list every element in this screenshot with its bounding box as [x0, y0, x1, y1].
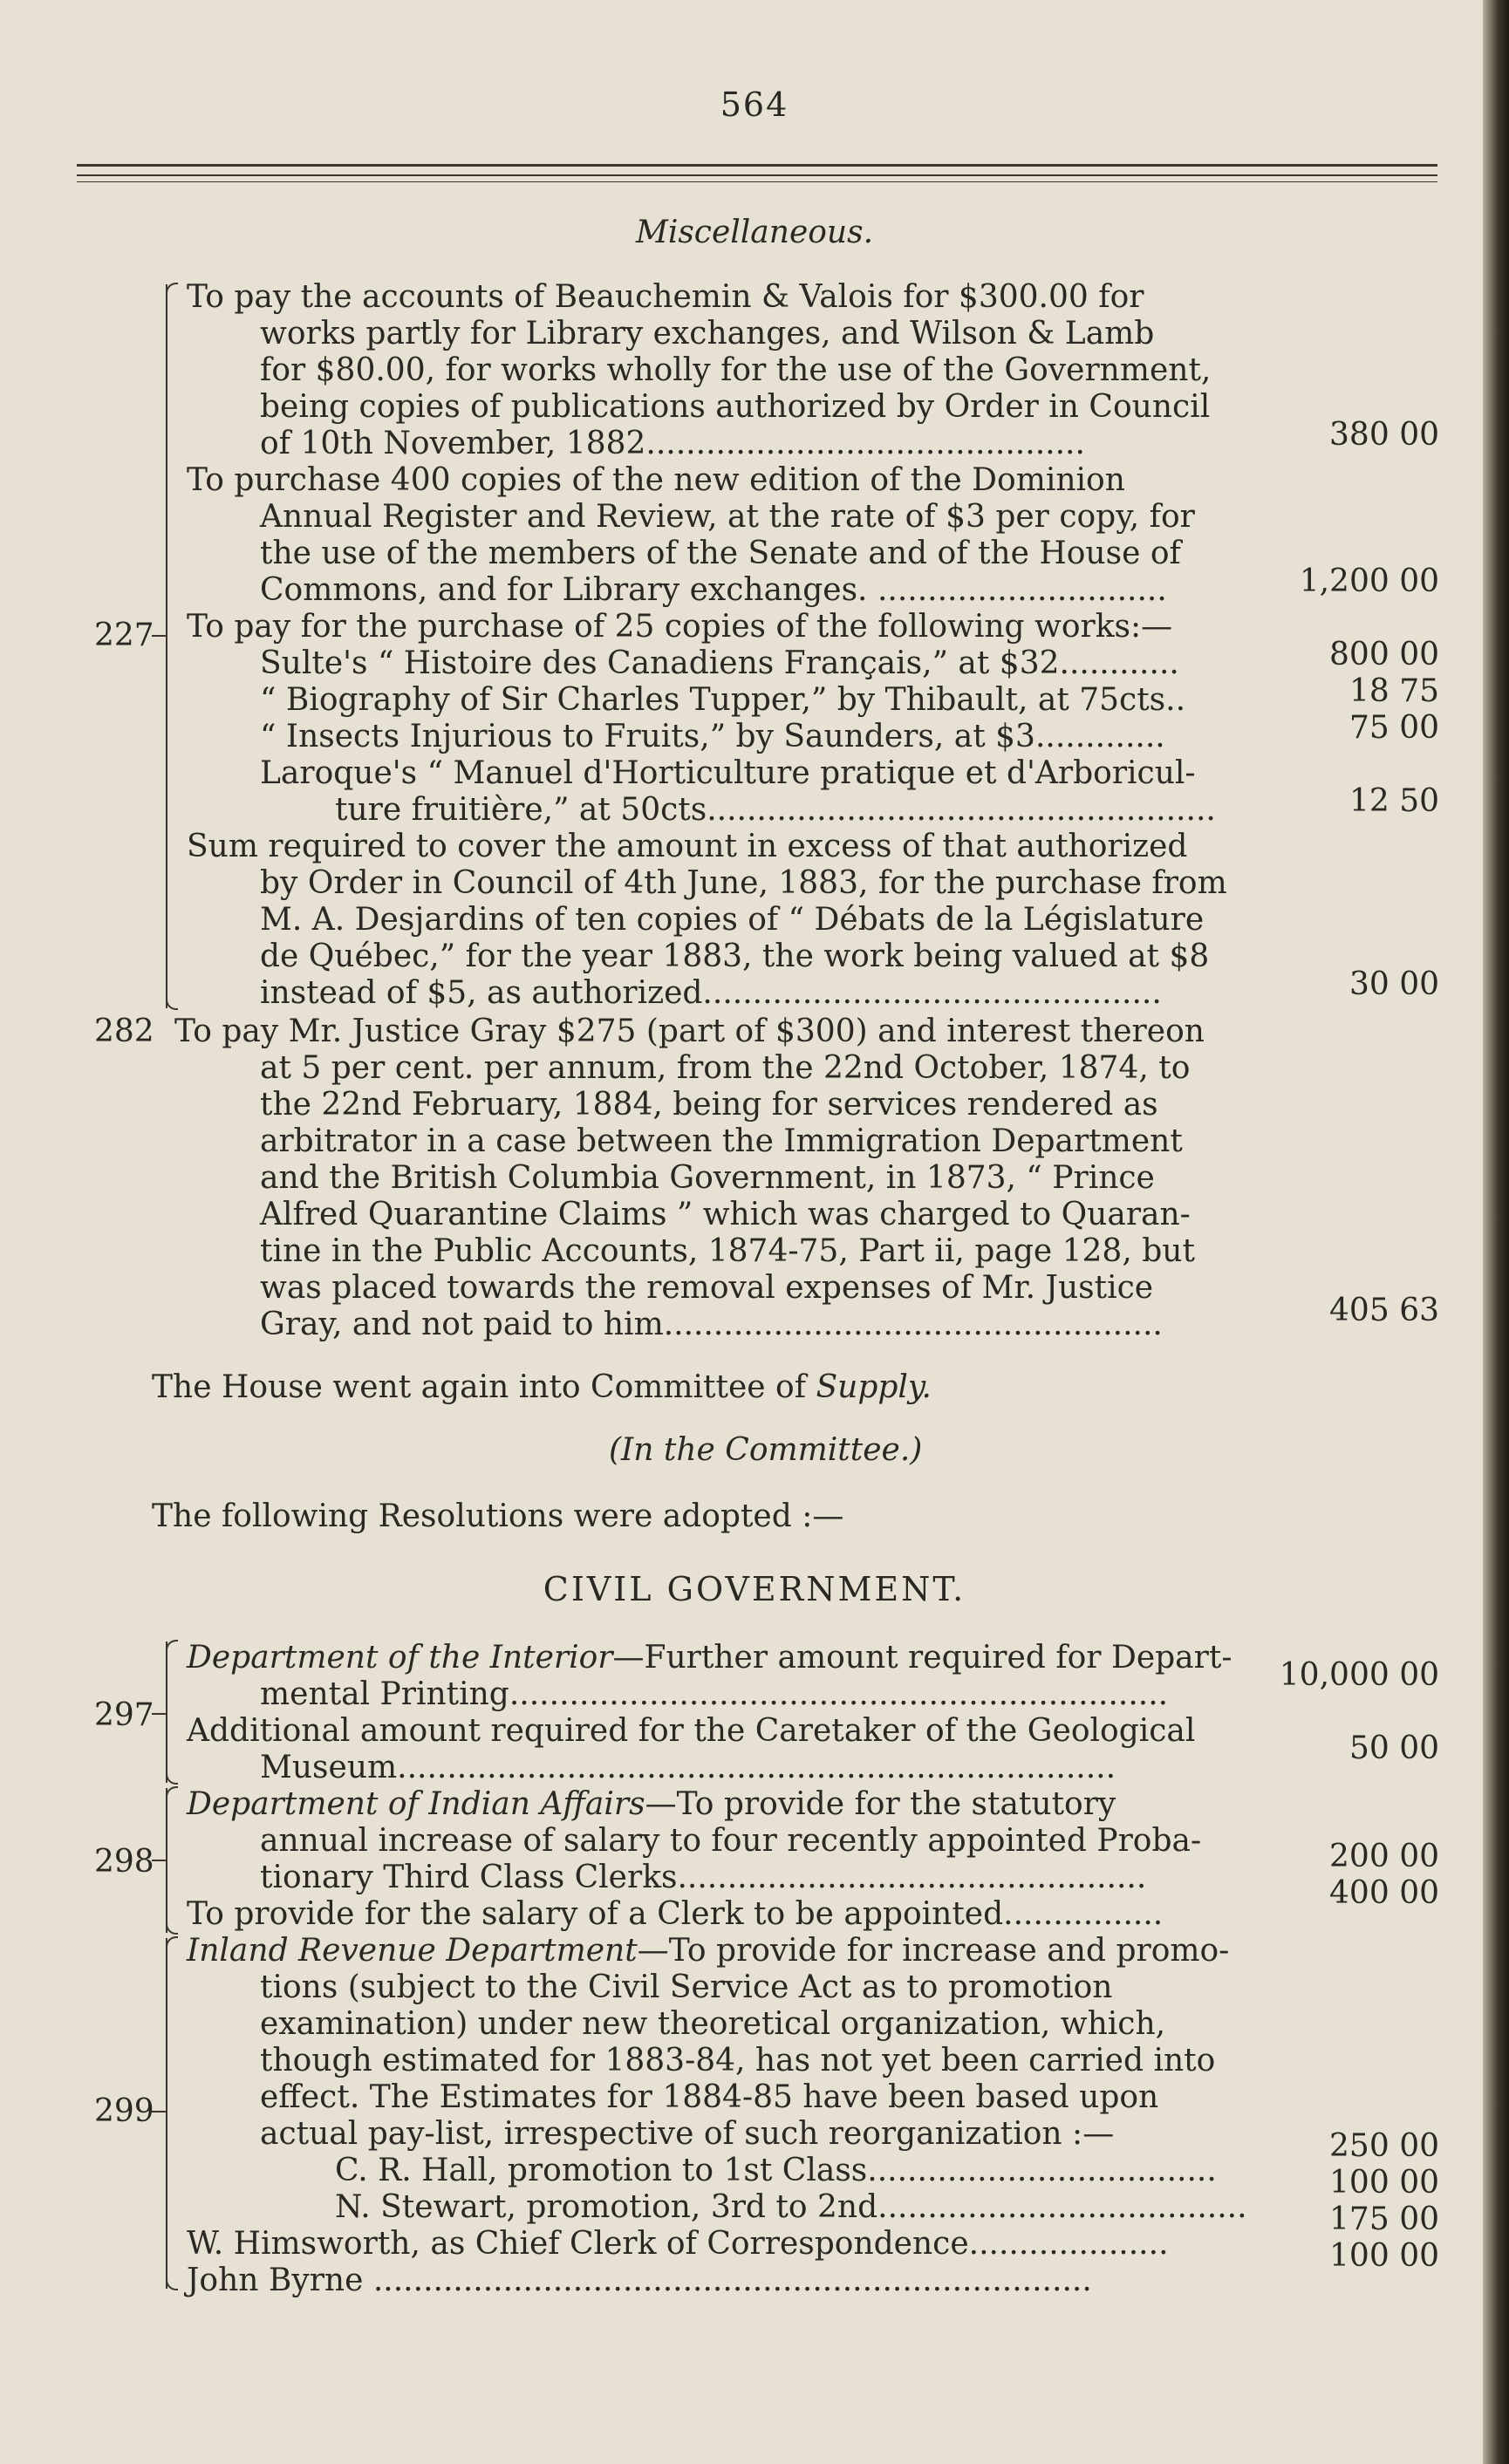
text-line: “ Biography of Sir Charles Tupper,” by Thibault, at 75cts.. [260, 682, 1186, 718]
amount: 405 63 [1329, 1293, 1439, 1328]
text-line: Gray, and not paid to him.................................................. [260, 1307, 1163, 1342]
text-line: mental Printing.................................................................. [260, 1676, 1169, 1712]
brace-298 [166, 1788, 167, 1933]
text-line: de Québec,” for the year 1883, the work being valued at $8 [260, 939, 1210, 974]
amount: 400 00 [1329, 1875, 1439, 1911]
text-line: tions (subject to the Civil Service Act as to promotion [260, 1969, 1113, 2005]
header-rule [77, 174, 1437, 176]
text-line: M. A. Desjardins of ten copies of “ Débats de la Législature [260, 902, 1205, 938]
amount: 380 00 [1329, 417, 1439, 453]
amount: 200 00 [1329, 1839, 1439, 1874]
text-line: tionary Third Class Clerks............................................... [260, 1860, 1147, 1895]
section-heading-miscellaneous: Miscellaneous. [635, 215, 874, 250]
section-heading-civil-government: CIVIL GOVERNMENT. [543, 1570, 966, 1608]
committee-line: The House went again into Committee of Supply. [152, 1369, 932, 1405]
text-line: though estimated for 1883-84, has not yet been carried into [260, 2043, 1216, 2078]
text-line: To purchase 400 copies of the new edition of the Dominion [187, 462, 1125, 498]
text-line: by Order in Council of 4th June, 1883, for the purchase from [260, 865, 1227, 901]
text-line: was placed towards the removal expenses of Mr. Justice [260, 1270, 1154, 1306]
text-line: Inland Revenue Department—To provide for increase and promo- [187, 1933, 1230, 1969]
text-line: Sum required to cover the amount in excess of that authorized [187, 829, 1188, 864]
amount: 12 50 [1349, 783, 1439, 819]
text-line: N. Stewart, promotion, 3rd to 2nd..................................... [335, 2189, 1247, 2225]
text-line: W. Himsworth, as Chief Clerk of Correspondence.................... [187, 2226, 1169, 2262]
text-line: Department of Indian Affairs—To provide for the statutory [187, 1786, 1116, 1822]
text-line: Museum........................................................................ [260, 1750, 1116, 1785]
text-line: for $80.00, for works wholly for the use of the Government, [260, 352, 1212, 388]
text-line: at 5 per cent. per annum, from the 22nd October, 1874, to [260, 1050, 1191, 1086]
text-line: Sulte's “ Histoire des Canadiens Français,” at $32............ [260, 645, 1179, 681]
text-line: works partly for Library exchanges, and Wilson & Lamb [260, 316, 1155, 352]
amount: 50 00 [1349, 1730, 1439, 1766]
amount: 10,000 00 [1279, 1657, 1439, 1693]
text-line: To pay for the purchase of 25 copies of the following works:— [187, 609, 1173, 645]
brace-227 [166, 284, 167, 1008]
item-number: 227 [94, 618, 154, 653]
text-line: the 22nd February, 1884, being for services rendered as [260, 1087, 1158, 1123]
amount: 175 00 [1329, 2201, 1439, 2237]
text-line: To pay the accounts of Beauchemin & Valois for $300.00 for [187, 279, 1144, 315]
text-line: Department of the Interior—Further amount required for Depart- [187, 1640, 1232, 1676]
text-line: “ Insects Injurious to Fruits,” by Saunders, at $3............. [260, 719, 1165, 754]
text-line: To pay Mr. Justice Gray $275 (part of $300) and interest thereon [174, 1014, 1205, 1049]
header-rule [77, 181, 1437, 182]
text-line: examination) under new theoretical organization, which, [260, 2006, 1166, 2042]
text-line: Commons, and for Library exchanges. ............................. [260, 572, 1167, 608]
text-line: arbitrator in a case between the Immigration Department [260, 1123, 1183, 1159]
text-line: Additional amount required for the Caretaker of the Geological [187, 1713, 1196, 1749]
brace-297 [166, 1642, 167, 1783]
brace-299 [166, 1938, 167, 2289]
amount: 100 00 [1329, 2238, 1439, 2274]
amount: 18 75 [1349, 673, 1439, 709]
text-line: being copies of publications authorized by Order in Council [260, 389, 1211, 425]
item-number: 298 [94, 1844, 154, 1880]
text-line: John Byrne ........................................................................ [187, 2263, 1092, 2298]
text-line: the use of the members of the Senate and of the House of [260, 536, 1181, 571]
text-line: and the British Columbia Government, in 1873, “ Prince [260, 1160, 1155, 1196]
text-line: tine in the Public Accounts, 1874-75, Part ii, page 128, but [260, 1233, 1195, 1269]
amount: 100 00 [1329, 2165, 1439, 2201]
text-line: C. R. Hall, promotion to 1st Class................................... [335, 2153, 1217, 2188]
in-committee-note: (In the Committee.) [609, 1432, 923, 1468]
resolutions-line: The following Resolutions were adopted :— [152, 1498, 844, 1534]
amount: 1,200 00 [1299, 563, 1439, 599]
amount: 75 00 [1349, 710, 1439, 746]
amount: 250 00 [1329, 2128, 1439, 2164]
book-spine-edge [1483, 0, 1509, 2464]
page-number: 564 [720, 85, 789, 124]
header-rule [77, 164, 1437, 167]
text-line: actual pay-list, irrespective of such reorganization :— [260, 2116, 1115, 2152]
item-number: 299 [94, 2093, 154, 2129]
text-line: Alfred Quarantine Claims ” which was charged to Quaran- [260, 1197, 1191, 1232]
text-line: To provide for the salary of a Clerk to be appointed................ [187, 1896, 1164, 1932]
text-line: ture fruitière,” at 50cts................................................... [335, 792, 1216, 828]
text-line: instead of $5, as authorized.............................................. [260, 975, 1162, 1011]
text-line: Annual Register and Review, at the rate of $3 per copy, for [260, 499, 1195, 535]
amount: 30 00 [1349, 966, 1439, 1002]
text-line: Laroque's “ Manuel d'Horticulture pratique et d'Arboricul- [260, 755, 1196, 791]
text-line: annual increase of salary to four recently appointed Proba- [260, 1823, 1202, 1859]
text-line: of 10th November, 1882............................................ [260, 426, 1085, 461]
item-number: 282 [94, 1014, 154, 1049]
text-line: effect. The Estimates for 1884-85 have been based upon [260, 2079, 1159, 2115]
item-number: 297 [94, 1697, 154, 1733]
amount: 800 00 [1329, 637, 1439, 672]
